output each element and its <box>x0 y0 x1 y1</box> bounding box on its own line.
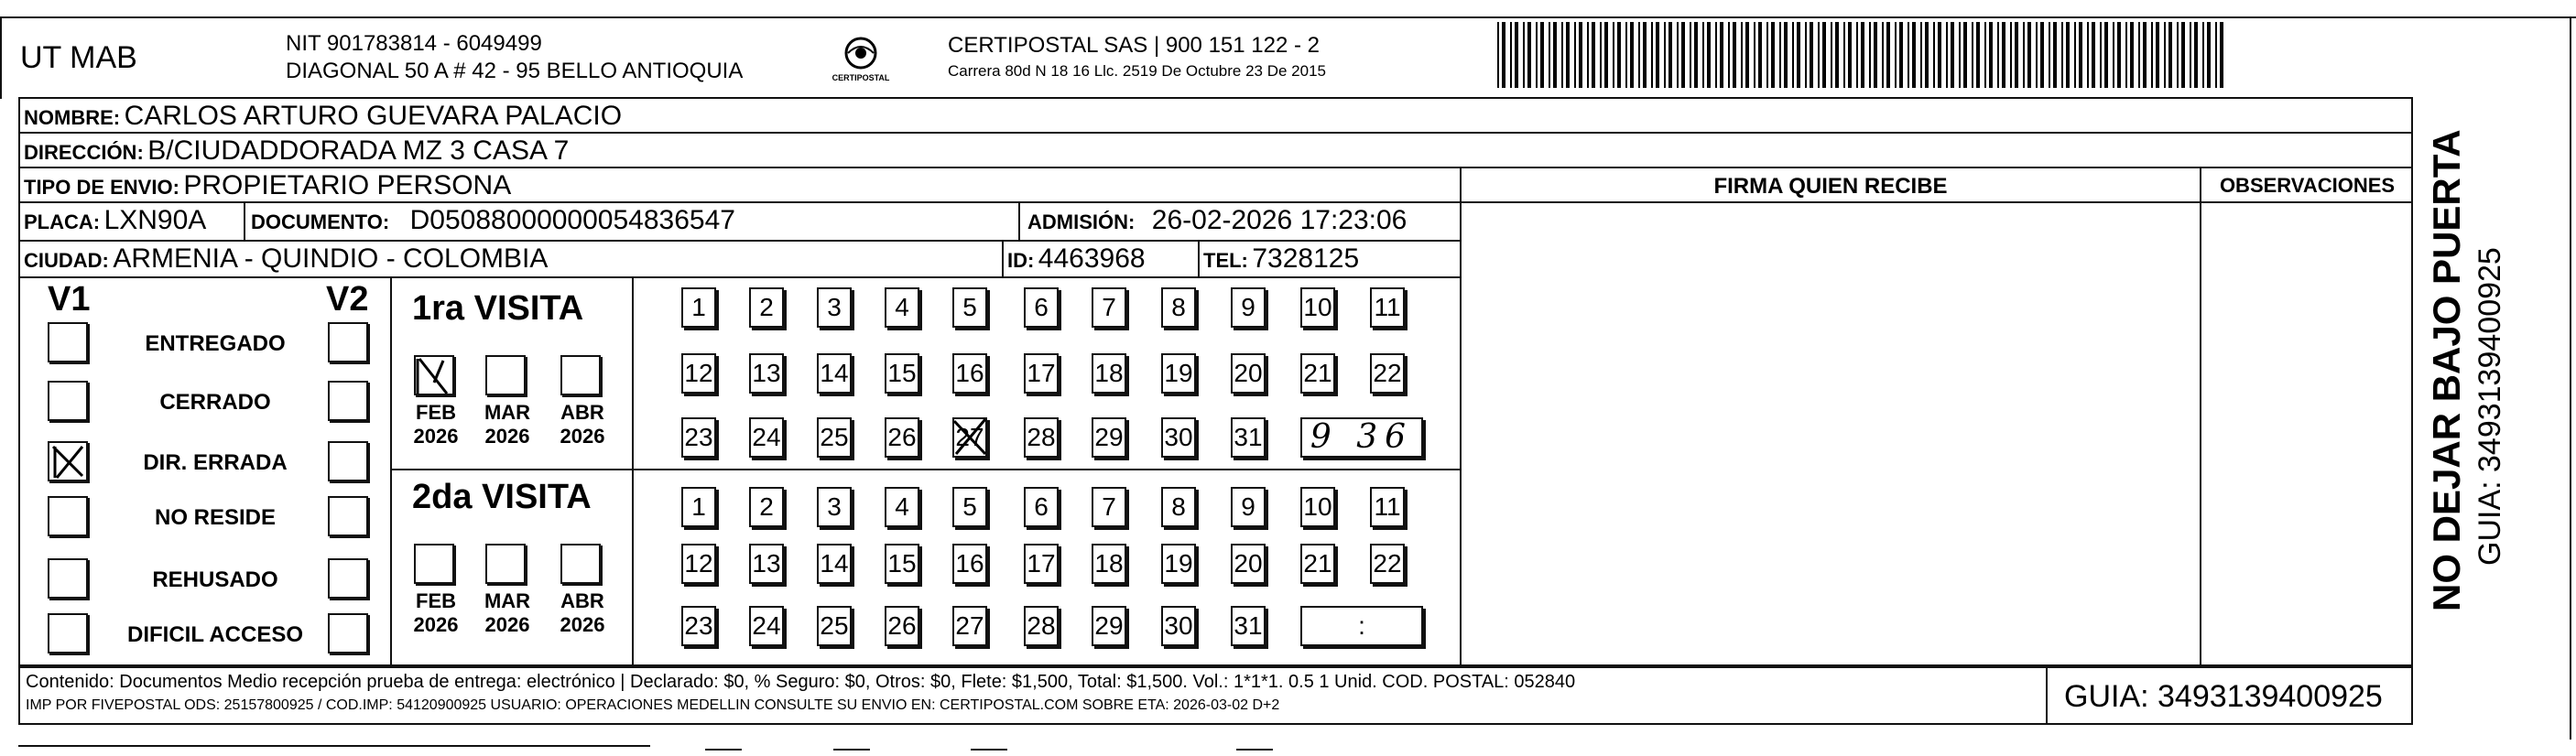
barcode-bar <box>1997 22 1999 88</box>
company-nit: NIT 901783814 - 6049499 <box>286 31 542 56</box>
barcode-bar <box>1715 22 1717 88</box>
barcode-bar <box>2040 22 2044 88</box>
v1-checkbox[interactable] <box>48 381 88 421</box>
barcode-bar <box>1861 22 1864 88</box>
tipo-value: PROPIETARIO PERSONA <box>183 170 512 200</box>
v1-checkbox[interactable] <box>48 441 88 481</box>
barcode-bar <box>1925 22 1929 88</box>
placa-field <box>24 205 206 236</box>
barcode-bar <box>2220 22 2223 88</box>
direccion-label: DIRECCIÓN: <box>24 141 144 164</box>
company-address: DIAGONAL 50 A # 42 - 95 BELLO ANTIOQUIA <box>286 59 744 83</box>
second-visit-month-checkbox[interactable] <box>485 544 526 584</box>
barcode-bar <box>2151 22 2153 88</box>
id-label: ID: <box>1007 249 1035 272</box>
v1-header: V1 <box>48 280 91 319</box>
status-label: CERRADO <box>159 390 271 415</box>
second-visit-day[interactable]: 13 <box>749 544 784 584</box>
barcode-bar <box>1989 22 1993 88</box>
first-visit-month-checkbox[interactable] <box>560 355 601 395</box>
status-label: DIR. ERRADA <box>143 450 288 475</box>
second-visit-day[interactable]: 7 <box>1092 487 1126 527</box>
barcode-bar <box>1848 22 1852 88</box>
barcode-bar <box>2138 22 2140 88</box>
barcode-bar <box>1502 22 1505 88</box>
second-visit-day[interactable]: 5 <box>952 487 987 527</box>
barcode-bar <box>2002 22 2005 88</box>
status-label: REHUSADO <box>152 567 278 592</box>
year-label: 2026 <box>413 425 459 448</box>
barcode-bar <box>1984 22 1986 88</box>
tipo-row <box>24 170 511 201</box>
barcode-bar <box>1912 22 1916 88</box>
ciudad-field <box>24 243 548 275</box>
barcode-bar <box>1668 22 1672 88</box>
second-visit-day[interactable]: 3 <box>817 487 852 527</box>
barcode-bar <box>2194 22 2198 88</box>
barcode-bar <box>2027 22 2031 88</box>
barcode-bar <box>1681 22 1685 88</box>
barcode-bar <box>1694 22 1698 88</box>
first-visit-day[interactable]: 13 <box>749 353 784 394</box>
barcode-bar <box>1741 22 1743 88</box>
second-visit-day[interactable]: 25 <box>817 606 852 646</box>
barcode-bar <box>1797 22 1800 88</box>
barcode-bar <box>1805 22 1807 88</box>
barcode-bar <box>1938 22 1941 88</box>
first-visit-day[interactable]: 31 <box>1231 417 1266 458</box>
barcode-bar <box>1818 22 1820 88</box>
second-visit-day[interactable]: 1 <box>681 487 716 527</box>
v1-checkbox[interactable] <box>48 322 88 362</box>
admision-value: 26-02-2026 17:23:06 <box>1151 205 1408 235</box>
first-visit-day[interactable]: 8 <box>1161 287 1196 328</box>
barcode-bar <box>1690 22 1691 88</box>
barcode-bar <box>1869 22 1871 88</box>
first-visit-day[interactable]: 2 <box>749 287 784 328</box>
barcode-bar <box>2104 22 2108 88</box>
barcode-bar <box>1630 22 1634 88</box>
first-visit-month-checkbox[interactable] <box>485 355 526 395</box>
barcode-bar <box>1882 22 1884 88</box>
barcode-bar <box>2036 22 2038 88</box>
second-visit-day[interactable]: 23 <box>681 606 716 646</box>
first-visit-day[interactable]: 17 <box>1024 353 1059 394</box>
barcode-bar <box>1835 22 1839 88</box>
barcode-bar <box>1579 22 1582 88</box>
second-visit-day[interactable]: 22 <box>1370 544 1405 584</box>
v2-checkbox[interactable] <box>328 322 368 362</box>
first-visit-day[interactable]: 11 <box>1370 287 1405 328</box>
month-label: ABR <box>560 401 604 424</box>
barcode-bar <box>1600 22 1602 88</box>
first-visit-month-checkbox[interactable] <box>414 355 454 395</box>
second-visit-month-checkbox[interactable] <box>560 544 601 584</box>
month-label: MAR <box>484 589 531 612</box>
first-visit-day[interactable]: 22 <box>1370 353 1405 394</box>
side-warning: NO DEJAR BAJO PUERTA <box>2425 129 2468 611</box>
barcode-bar <box>1886 22 1890 88</box>
tipo-label: TIPO DE ENVIO: <box>24 176 179 199</box>
first-visit-day[interactable]: 7 <box>1092 287 1126 328</box>
barcode-bar <box>1651 22 1653 88</box>
v2-header: V2 <box>326 280 369 319</box>
barcode-bar <box>2215 22 2217 88</box>
barcode-bar <box>1587 22 1589 88</box>
barcode-bar <box>1677 22 1679 88</box>
first-visit-day[interactable]: 15 <box>885 353 919 394</box>
barcode-bar <box>1625 22 1627 88</box>
barcode-bar <box>1497 22 1499 88</box>
second-visit-day[interactable]: 18 <box>1092 544 1126 584</box>
first-visit-day[interactable]: 20 <box>1231 353 1266 394</box>
first-visit-day[interactable]: 10 <box>1300 287 1335 328</box>
barcode-bar <box>1899 22 1903 88</box>
barcode-bar <box>1613 22 1614 88</box>
second-visit-day[interactable]: 17 <box>1024 544 1059 584</box>
first-visit-day[interactable]: 14 <box>817 353 852 394</box>
nombre-row <box>24 101 622 132</box>
barcode-bar <box>1561 22 1563 88</box>
second-visit-day[interactable]: 29 <box>1092 606 1126 646</box>
side-guia: GUIA: 3493139400925 <box>2473 247 2507 566</box>
status-label: ENTREGADO <box>145 331 286 356</box>
barcode-bar <box>1754 22 1755 88</box>
second-visit-day[interactable]: 21 <box>1300 544 1335 584</box>
barcode-bar <box>1592 22 1595 88</box>
barcode-bar <box>2066 22 2070 88</box>
barcode-bar <box>1976 22 1980 88</box>
month-label: FEB <box>416 401 456 424</box>
first-visit-day[interactable]: 1 <box>681 287 716 328</box>
first-visit-day[interactable]: 9 <box>1231 287 1266 328</box>
barcode-bar <box>1784 22 1788 88</box>
observaciones-header: OBSERVACIONES <box>2219 174 2396 197</box>
second-visit-day[interactable]: 24 <box>749 606 784 646</box>
first-visit-day[interactable]: 12 <box>681 353 716 394</box>
barcode-bar <box>2010 22 2012 88</box>
barcode-bar <box>1758 22 1762 88</box>
barcode-bar <box>1553 22 1557 88</box>
placa-value: LXN90A <box>103 205 207 235</box>
v2-checkbox[interactable] <box>328 496 368 536</box>
first-visit-day[interactable]: 3 <box>817 287 852 328</box>
barcode-bar <box>2125 22 2127 88</box>
tel-value: 7328125 <box>1252 243 1360 274</box>
barcode-bar <box>2100 22 2102 88</box>
barcode-bar <box>1566 22 1570 88</box>
nombre-label: NOMBRE: <box>24 106 121 129</box>
barcode-bar <box>1946 22 1948 88</box>
barcode-bar <box>2023 22 2025 88</box>
barcode-bar <box>2207 22 2211 88</box>
barcode-bar <box>1664 22 1666 88</box>
year-label: 2026 <box>484 425 530 448</box>
barcode-bar <box>2087 22 2089 88</box>
first-visit-day[interactable]: 6 <box>1024 287 1059 328</box>
second-visit-day[interactable]: 2 <box>749 487 784 527</box>
barcode-bar <box>2061 22 2063 88</box>
first-visit-day[interactable]: 16 <box>952 353 987 394</box>
tel-field <box>1203 243 1359 275</box>
footer-imp: IMP POR FIVEPOSTAL ODS: 25157800925 / COD.IMP: 54120900925 USUARIO: OPERACIONES MEDELLIN CONSULTE SU ENVIO EN: CERTIPOSTAL.COM SOBRE ETA: 2026-03-02 D+2 <box>26 697 1280 713</box>
v1-checkbox[interactable] <box>48 496 88 536</box>
firma-header: FIRMA QUIEN RECIBE <box>1713 174 1948 199</box>
footer-guia: GUIA: 3493139400925 <box>2064 679 2383 714</box>
year-label: 2026 <box>484 613 530 636</box>
direccion-value: B/CIUDADDORADA MZ 3 CASA 7 <box>147 135 570 166</box>
barcode-bar <box>2143 22 2147 88</box>
first-visit-day[interactable]: 4 <box>885 287 919 328</box>
second-visit-day[interactable]: 15 <box>885 544 919 584</box>
barcode-bar <box>2177 22 2179 88</box>
barcode-bar <box>1656 22 1659 88</box>
v2-checkbox[interactable] <box>328 441 368 481</box>
ciudad-label: CIUDAD: <box>24 249 109 272</box>
barcode-bar <box>1843 22 1845 88</box>
barcode-bar <box>1536 22 1538 88</box>
id-value: 4463968 <box>1038 243 1146 274</box>
barcode-bar <box>1540 22 1544 88</box>
barcode-bar <box>2015 22 2018 88</box>
first-visit-day[interactable]: 24 <box>749 417 784 458</box>
admision-field <box>1027 205 1407 236</box>
logo-text: CERTIPOSTAL <box>831 73 890 82</box>
tel-label: TEL: <box>1203 249 1248 272</box>
barcode-bar <box>1523 22 1525 88</box>
second-visit-day[interactable]: 16 <box>952 544 987 584</box>
documento-field <box>251 205 735 236</box>
second-visit-day[interactable]: 30 <box>1161 606 1196 646</box>
first-visit-day[interactable]: 5 <box>952 287 987 328</box>
second-visit-day[interactable]: 9 <box>1231 487 1266 527</box>
second-visit-time[interactable]: : <box>1300 606 1423 646</box>
year-label: 2026 <box>560 613 605 636</box>
barcode-bar <box>1766 22 1768 88</box>
carrier-name: CERTIPOSTAL SAS | 900 151 122 - 2 <box>948 33 1320 58</box>
barcode-bar <box>1933 22 1935 88</box>
footer-content: Contenido: Documentos Medio recepción prueba de entrega: electrónico | Declarado: $0, % Seguro: $0, Otros: $0, Flete: $1,500, Total: $1,500. Vol.: 1*1*1. 0.5 1 Unid. COD. POSTAL: 052840 <box>26 672 1576 692</box>
barcode-bar <box>2190 22 2191 88</box>
admision-label: ADMISIÓN: <box>1027 211 1136 233</box>
company-name: UT MAB <box>20 40 137 75</box>
certipostal-logo <box>820 35 902 90</box>
second-visit-day[interactable]: 28 <box>1024 606 1059 646</box>
second-visit-day[interactable]: 8 <box>1161 487 1196 527</box>
barcode-bar <box>1874 22 1877 88</box>
barcode-bar <box>1779 22 1781 88</box>
barcode-bar <box>1745 22 1749 88</box>
barcode-bar <box>2130 22 2134 88</box>
barcode-bar <box>2092 22 2095 88</box>
barcode-bar <box>2202 22 2204 88</box>
barcode-bar <box>1856 22 1858 88</box>
month-label: MAR <box>484 401 531 424</box>
barcode-bar <box>2168 22 2172 88</box>
barcode-bar <box>1515 22 1518 88</box>
second-visit-day[interactable]: 4 <box>885 487 919 527</box>
first-visit-day[interactable]: 23 <box>681 417 716 458</box>
second-visit-day[interactable]: 19 <box>1161 544 1196 584</box>
first-visit-day[interactable]: 19 <box>1161 353 1196 394</box>
barcode-bar <box>2164 22 2166 88</box>
second-visit-title: 2da VISITA <box>412 478 592 516</box>
v2-checkbox[interactable] <box>328 381 368 421</box>
barcode-bar <box>2049 22 2050 88</box>
second-visit-day[interactable]: 14 <box>817 544 852 584</box>
barcode-bar <box>1638 22 1640 88</box>
barcode-bar <box>2113 22 2114 88</box>
barcode-bar <box>1728 22 1730 88</box>
barcode-bar <box>1963 22 1967 88</box>
first-visit-day[interactable]: 25 <box>817 417 852 458</box>
barcode-bar <box>1831 22 1832 88</box>
barcode-bar <box>2181 22 2185 88</box>
nombre-value: CARLOS ARTURO GUEVARA PALACIO <box>124 101 623 131</box>
v2-checkbox[interactable] <box>328 558 368 599</box>
barcode-bar <box>1959 22 1961 88</box>
v1-checkbox[interactable] <box>48 558 88 599</box>
documento-label: DOCUMENTO: <box>251 211 390 233</box>
barcode-bar <box>1604 22 1608 88</box>
carrier-address: Carrera 80d N 18 16 Llc. 2519 De Octubre 23 De 2015 <box>948 62 1326 80</box>
barcode-bar <box>1707 22 1711 88</box>
barcode-bar <box>1510 22 1512 88</box>
barcode-bar <box>1643 22 1647 88</box>
second-visit-day[interactable]: 26 <box>885 606 919 646</box>
barcode-bar <box>1895 22 1897 88</box>
second-visit-day[interactable]: 27 <box>952 606 987 646</box>
second-visit-day[interactable]: 10 <box>1300 487 1335 527</box>
second-visit-day[interactable]: 6 <box>1024 487 1059 527</box>
barcode-bar <box>1549 22 1550 88</box>
v1-checkbox[interactable] <box>48 613 88 653</box>
first-visit-day[interactable]: 30 <box>1161 417 1196 458</box>
barcode-bar <box>1822 22 1826 88</box>
first-visit-title: 1ra VISITA <box>412 289 584 328</box>
second-visit-day[interactable]: 11 <box>1370 487 1405 527</box>
second-visit-day[interactable]: 20 <box>1231 544 1266 584</box>
first-visit-day[interactable]: 28 <box>1024 417 1059 458</box>
barcode-bar <box>2117 22 2121 88</box>
barcode-bar <box>1733 22 1736 88</box>
barcode-bar <box>2079 22 2082 88</box>
first-visit-time[interactable]: 9 36 <box>1300 417 1423 458</box>
second-visit-day[interactable]: 31 <box>1231 606 1266 646</box>
barcode-bar <box>1810 22 1813 88</box>
barcode-bar <box>2053 22 2057 88</box>
status-label: DIFICIL ACCESO <box>126 622 303 647</box>
v2-checkbox[interactable] <box>328 613 368 653</box>
barcode-bar <box>1920 22 1922 88</box>
barcode-bar <box>1617 22 1621 88</box>
barcode-bar <box>2074 22 2076 88</box>
ciudad-value: ARMENIA - QUINDIO - COLOMBIA <box>113 243 549 274</box>
id-field <box>1007 243 1146 275</box>
barcode-bar <box>1792 22 1794 88</box>
placa-label: PLACA: <box>24 211 101 233</box>
first-visit-day[interactable]: 21 <box>1300 353 1335 394</box>
barcode-bar <box>1527 22 1531 88</box>
month-label: ABR <box>560 589 604 612</box>
first-visit-day[interactable]: 26 <box>885 417 919 458</box>
barcode-bar <box>1771 22 1775 88</box>
documento-value: D05088000000054836547 <box>409 205 735 235</box>
barcode-bar <box>1720 22 1723 88</box>
barcode-bar <box>1574 22 1576 88</box>
month-label: FEB <box>416 589 456 612</box>
barcode-bar <box>2156 22 2159 88</box>
status-label: NO RESIDE <box>154 505 277 530</box>
first-visit-day[interactable]: 29 <box>1092 417 1126 458</box>
second-visit-month-checkbox[interactable] <box>414 544 454 584</box>
year-label: 2026 <box>413 613 459 636</box>
year-label: 2026 <box>560 425 605 448</box>
barcode-bar <box>1702 22 1704 88</box>
barcode-bar <box>1951 22 1954 88</box>
second-visit-day[interactable]: 12 <box>681 544 716 584</box>
first-visit-day[interactable]: 18 <box>1092 353 1126 394</box>
first-visit-day[interactable]: 27 <box>952 417 987 458</box>
barcode <box>1497 22 2230 88</box>
barcode-bar <box>1908 22 1909 88</box>
barcode-bar <box>1972 22 1973 88</box>
direccion-row <box>24 135 569 167</box>
